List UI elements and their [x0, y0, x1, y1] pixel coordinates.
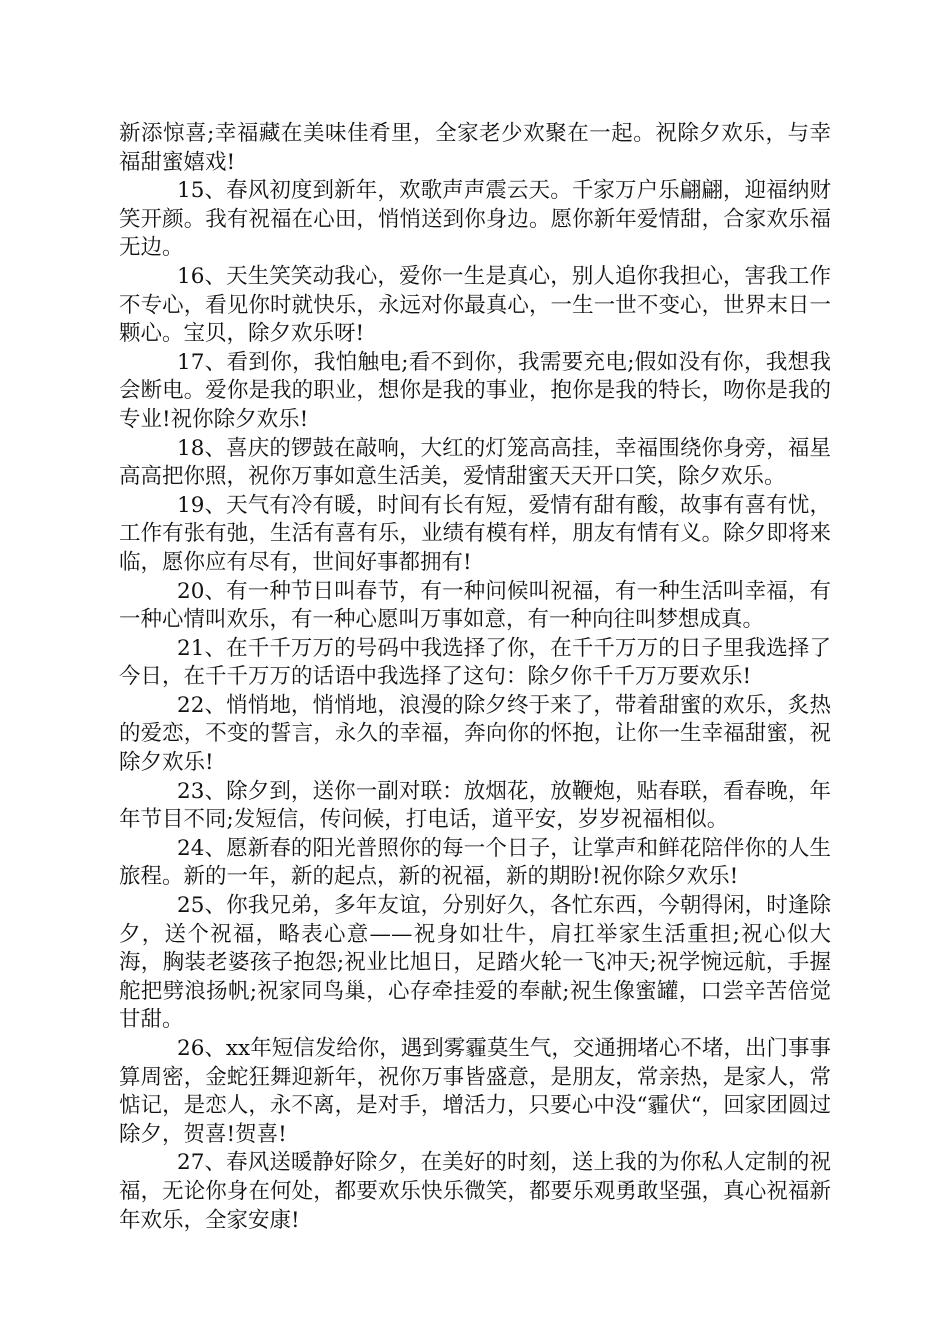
paragraph-15: 15、春风初度到新年，欢歌声声震云天。千家万户乐翩翩，迎福纳财笑开颜。我有祝福在心田，悄悄送到你身边。愿你新年爱情甜，合家欢乐福无边。: [119, 178, 831, 261]
paragraph-21: 21、在千千万万的号码中我选择了你，在千千万万的日子里我选择了今日，在千千万万的话语中我选择了这句：除夕你千千万万要欢乐!: [119, 635, 831, 690]
paragraph-24: 24、愿新春的阳光普照你的每一个日子，让掌声和鲜花陪伴你的人生旅程。新的一年，新的起点，新的祝福，新的期盼!祝你除夕欢乐!: [119, 835, 831, 890]
paragraph-23: 23、除夕到，送你一副对联：放烟花，放鞭炮，贴春联，看春晚，年年节目不同;发短信，传问候，打电话，道平安，岁岁祝福相似。: [119, 778, 831, 833]
paragraph-26: 26、xx年短信发给你，遇到雾霾莫生气，交通拥堵心不堵，出门事事算周密，金蛇狂舞迎新年，祝你万事皆盛意，是朋友，常亲热，是家人，常惦记，是恋人，永不离，是对手，增活力，只要心中没“霾伏“，回家团圆过除夕，贺喜!贺喜!: [119, 1036, 831, 1147]
paragraph-25: 25、你我兄弟，多年友谊，分别好久，各忙东西，今朝得闲，时逢除夕，送个祝福，略表心意——祝身如壮牛，肩扛举家生活重担;祝心似大海，胸装老婆孩子抱怨;祝业比旭日，足踏火轮一飞冲天;祝学惋远航，手握舵把劈浪扬帆;祝家同鸟巢，心存牵挂爱的奉献;祝生像蜜罐，口尝辛苦倍觉甘甜。: [119, 893, 831, 1033]
paragraph-continuation: 新添惊喜;幸福藏在美味佳肴里，全家老少欢聚在一起。祝除夕欢乐，与幸福甜蜜嬉戏!: [119, 121, 831, 175]
paragraph-22: 22、悄悄地，悄悄地，浪漫的除夕终于来了，带着甜蜜的欢乐，炙热的爱恋，不变的誓言，永久的幸福，奔向你的怀抱，让你一生幸福甜蜜，祝除夕欢乐!: [119, 692, 831, 776]
document-body: [119, 120, 831, 1235]
paragraph-27: 27、春风送暖静好除夕，在美好的时刻，送上我的为你私人定制的祝福，无论你身在何处，都要欢乐快乐微笑，都要乐观勇敢坚强，真心祝福新年欢乐，全家安康!: [119, 1150, 831, 1233]
paragraph-18: 18、喜庆的锣鼓在敲响，大红的灯笼高高挂，幸福围绕你身旁，福星高高把你照，祝你万事如意生活美，爱情甜蜜天天开口笑，除夕欢乐。: [119, 435, 831, 490]
paragraph-17: 17、看到你，我怕触电;看不到你，我需要充电;假如没有你，我想我会断电。爱你是我的职业，想你是我的事业，抱你是我的特长，吻你是我的专业!祝你除夕欢乐!: [119, 349, 831, 432]
paragraph-20: 20、有一种节日叫春节，有一种问候叫祝福，有一种生活叫幸福，有一种心情叫欢乐，有一种心愿叫万事如意，有一种向往叫梦想成真。: [119, 578, 831, 633]
paragraph-16: 16、天生笑笑动我心，爱你一生是真心，别人追你我担心，害我工作不专心，看见你时就快乐，永远对你最真心，一生一世不变心，世界末日一颗心。宝贝，除夕欢乐呀!: [119, 263, 831, 347]
paragraph-19: 19、天气有冷有暖，时间有长有短，爱情有甜有酸，故事有喜有忧，工作有张有弛，生活有喜有乐，业绩有模有样，朋友有情有义。除夕即将来临，愿你应有尽有，世间好事都拥有!: [119, 492, 831, 575]
